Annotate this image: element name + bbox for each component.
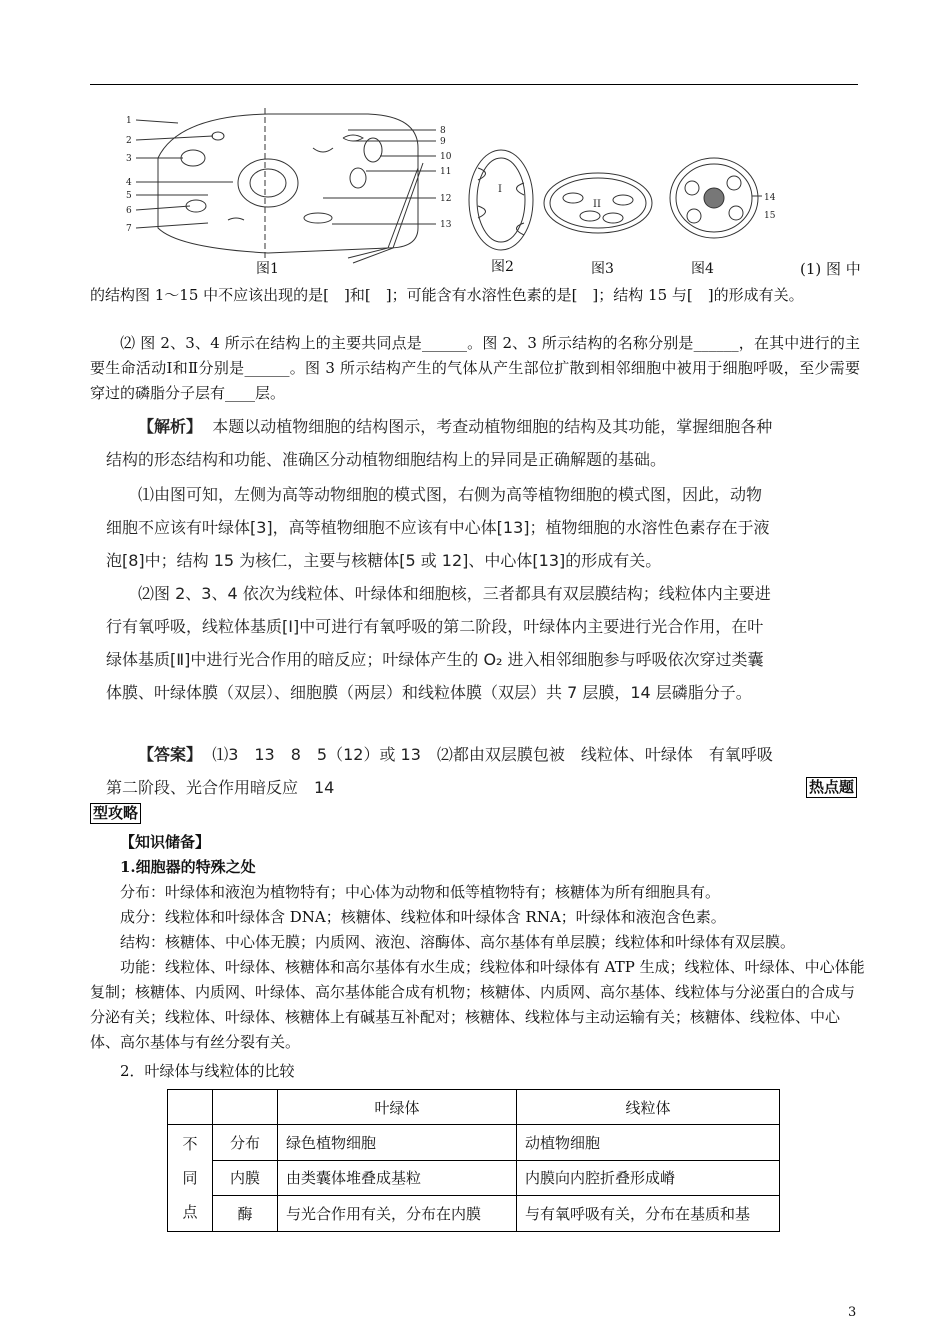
analysis-paragraph-1: 【解析】 本题以动植物细胞的结构图示，考查动植物细胞的结构及其功能，掌握细胞各种结构的形态结构和功能、准确区分动植物细胞结构上的异同是正确解题的基础。 [106, 417, 773, 469]
hot-topic-label: 热点题 [806, 777, 857, 798]
knowledge-section-2: 2．叶绿体与线粒体的比较 [120, 1062, 295, 1080]
fig1-caption: 图1 [256, 261, 279, 277]
nucleus-figure [664, 148, 784, 248]
knowledge-section-1: 1.细胞器的特殊之处 [120, 858, 256, 876]
table-group-label: 不 同 点 [168, 1125, 213, 1232]
knowledge-composition: 成分：线粒体和叶绿体含 DNA；核糖体、线粒体和叶绿体含 RNA；叶绿体和液泡含色素。 [120, 908, 726, 926]
table-cell-mitochondria: 动植物细胞 [517, 1125, 780, 1161]
table-header-row [168, 1090, 780, 1125]
table-cell-mitochondria: 内膜向内腔折叠形成嵴 [517, 1160, 780, 1196]
analysis-paragraph-3: ⑵图 2、3、4 依次为线粒体、叶绿体和细胞核，三者都具有双层膜结构；线粒体内主要进行有氧呼吸，线粒体基质[Ⅰ]中可进行有氧呼吸的第二阶段，叶绿体内主要进行光合作用，在叶绿体基质[Ⅱ]中进行光合作用的暗反应；叶绿体产生的 O₂ 进入相邻细胞参与呼吸依次穿过类囊体膜、叶绿体膜（双层）、细胞膜（两层）和线粒体膜（双层）共 7 层膜，14 层磷脂分子。 [106, 584, 771, 702]
table-cell-item: 酶 [213, 1196, 278, 1232]
table-cell-item: 内膜 [213, 1160, 278, 1196]
table-header-mitochondria: 线粒体 [517, 1090, 780, 1125]
fig4-caption: 图4 [691, 261, 714, 277]
knowledge-structure: 结构：核糖体、中心体无膜；内质网、液泡、溶酶体、高尔基体有单层膜；线粒体和叶绿体有双层膜。 [120, 933, 796, 951]
fig1-number-1: 1 [126, 116, 132, 126]
table-header-chloroplast: 叶绿体 [278, 1090, 517, 1125]
page-number: 3 [848, 1305, 857, 1320]
fig3-caption: 图3 [591, 261, 614, 277]
knowledge-title: 【知识储备】 [120, 833, 211, 851]
analysis-paragraph-2: ⑴由图可知，左侧为高等动物细胞的模式图，右侧为高等植物细胞的模式图，因此，动物细胞不应该有叶绿体[3]，高等植物细胞不应该有中心体[13]；植物细胞的水溶性色素存在于液泡[8]中；结构 15 为核仁，主要与核糖体[5 或 12]、中心体[13]的形成有关。 [106, 485, 770, 570]
fig1-number-9: 9 [440, 137, 446, 147]
table-cell-mitochondria: 与有氧呼吸有关，分布在基质和基 [517, 1196, 780, 1232]
hot-topic-label-cont: 型攻略 [90, 803, 141, 824]
fig2-caption: 图2 [491, 259, 514, 275]
fig1-number-10: 10 [440, 152, 452, 162]
fig1-number-8: 8 [440, 126, 446, 136]
table-cell-chloroplast: 与光合作用有关，分布在内膜 [278, 1196, 517, 1232]
fig2-label: I [498, 184, 502, 195]
table-row [168, 1160, 780, 1196]
fig1-number-13: 13 [440, 220, 452, 230]
table-header-cell [213, 1090, 278, 1125]
question-2: ⑵ 图 2、3、4 所示在结构上的主要共同点是______。图 2、3 所示结构的名称分别是______，在其中进行的主要生命活动Ⅰ和Ⅱ分别是______。图 3 所示结构产生的气体从产生部位扩散到相邻细胞中被用于细胞呼吸，至少需要穿过的磷脂分子层有____层。 [90, 334, 860, 402]
fig1-number-11: 11 [440, 167, 452, 177]
table-cell-chloroplast: 绿色植物细胞 [278, 1125, 517, 1161]
table-header-cell [168, 1090, 213, 1125]
fig1-number-6: 6 [126, 206, 132, 216]
fig1-number-4: 4 [126, 178, 132, 188]
answer: 【答案】 ⑴3 13 8 5（12）或 13 ⑵都由双层膜包被 线粒体、叶绿体 有氧呼吸第二阶段、光合作用暗反应 14 [106, 745, 773, 797]
fig4-number-14: 14 [764, 193, 776, 203]
fig1-number-5: 5 [126, 191, 132, 201]
fig3-label: II [593, 199, 601, 210]
fig4-number-15: 15 [764, 211, 776, 221]
fig1-number-12: 12 [440, 194, 452, 204]
fig1-number-7: 7 [126, 224, 132, 234]
comparison-table [167, 1089, 780, 1232]
question-1: 的结构图 1～15 中不应该出现的是[ ]和[ ]；可能含有水溶性色素的是[ ]；结构 15 与[ ]的形成有关。 [90, 286, 804, 304]
fig1-number-3: 3 [126, 154, 132, 164]
knowledge-distribution: 分布：叶绿体和液泡为植物特有；中心体为动物和低等植物特有；核糖体为所有细胞具有。 [120, 883, 721, 901]
table-row [168, 1125, 780, 1161]
table-cell-item: 分布 [213, 1125, 278, 1161]
table-row [168, 1196, 780, 1232]
header-rule [90, 84, 858, 85]
fig1-number-2: 2 [126, 136, 132, 146]
question-1-start: (1) 图 中 [800, 260, 861, 278]
table-cell-chloroplast: 由类囊体堆叠成基粒 [278, 1160, 517, 1196]
knowledge-function: 功能：线粒体、叶绿体、核糖体和高尔基体有水生成；线粒体和叶绿体有 ATP 生成；线粒体、叶绿体、中心体能复制；核糖体、内质网、叶绿体、高尔基体能合成有机物；核糖体、内质网、高尔基体、线粒体与分泌蛋白的合成与分泌有关；线粒体、叶绿体、核糖体上有碱基互补配对；核糖体、线粒体与主动运输有关；核糖体、线粒体、中心体、高尔基体与有丝分裂有关。 [90, 958, 865, 1051]
